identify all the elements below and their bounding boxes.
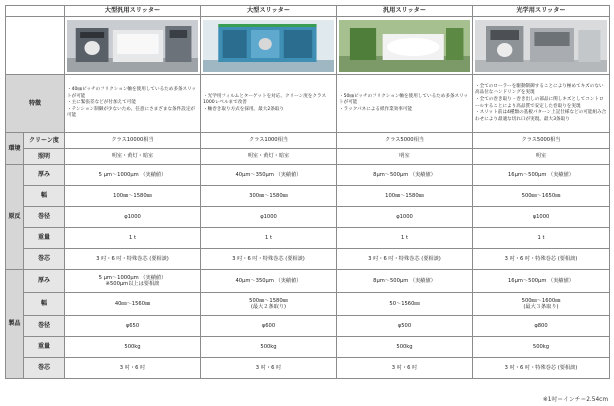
- photo-cell: [337, 17, 473, 75]
- row-label: 巻径: [24, 316, 65, 337]
- spec-value: 1 t: [65, 228, 201, 249]
- spec-row: [6, 249, 610, 270]
- spec-value: φ1000: [201, 207, 337, 228]
- row-label: 重量: [24, 228, 65, 249]
- spec-row: [6, 337, 610, 358]
- feature-line: ・テンション制御が少ないため、任意にさまざまな条件設定が可能: [67, 106, 196, 119]
- spec-value: 300㎜～1580㎜: [201, 186, 337, 207]
- spec-value: φ500: [337, 316, 473, 337]
- spec-value: φ1000: [337, 207, 473, 228]
- machine-photo-large-general: [67, 20, 198, 72]
- spec-value: クラス10000相当: [65, 133, 201, 149]
- spec-value: 40㎜～1560㎜: [65, 293, 201, 316]
- spec-value: φ1000: [65, 207, 201, 228]
- spec-value: 3 吋・6 吋・特殊巻芯 (要相談): [473, 358, 610, 379]
- spec-value: 100㎜～1580㎜: [65, 186, 201, 207]
- spec-value: 1 t: [337, 228, 473, 249]
- spec-value: 16μm～500μm （実績値）: [473, 270, 610, 293]
- spec-value: 500kg: [473, 337, 610, 358]
- spec-value: 3 吋・6 吋: [337, 358, 473, 379]
- spec-row: [6, 186, 610, 207]
- feature-line: ・40㎜ピッチのフリクション軸を使用しているため多条スリットが可能: [67, 86, 197, 99]
- spec-value: 3 吋・6 吋: [201, 358, 337, 379]
- photo-row: [6, 17, 610, 75]
- spec-value: 1 t: [201, 228, 337, 249]
- feature-line: ・ラックパネによる紙作業効率可能: [339, 106, 413, 112]
- spec-value: 500kg: [65, 337, 201, 358]
- spec-value: 明室: [337, 149, 473, 165]
- spec-value: φ1000: [473, 207, 610, 228]
- features-label: 特徴: [6, 75, 65, 133]
- feature-line: ・全ての巻き取り・巻き出しの部品に関しキズとしてコントロールすることにより高品質で安定した巻取りを実現: [475, 96, 604, 109]
- spec-row: [6, 149, 610, 165]
- spec-value: 1 t: [473, 228, 610, 249]
- spec-value: 3 吋・6 吋・特殊巻芯 (要相談): [473, 249, 610, 270]
- spec-value: 5 μm～1000μm （実績値） ※500μm以上は要相談: [65, 270, 201, 293]
- spec-row: [6, 207, 610, 228]
- spec-value: 500kg: [201, 337, 337, 358]
- row-label: 幅: [24, 293, 65, 316]
- group-label-environment: 環境: [6, 133, 24, 165]
- spec-value: 500㎜～1580㎜ (最大２条取り): [201, 293, 337, 316]
- feature-cell: [201, 75, 337, 133]
- spec-value: 8μm～500μm （実績値）: [337, 270, 473, 293]
- feature-line: ・全てのローラーを駆動制御することにより極めてキズのない高品位なハンドリングを実現: [475, 83, 604, 96]
- header-row: [6, 6, 610, 17]
- spec-value: 5 μm～1000μm （実績値）: [65, 165, 201, 186]
- row-label: 厚み: [24, 270, 65, 293]
- spec-value: 3 吋・6 吋: [65, 358, 201, 379]
- spec-value: 明室: [473, 149, 610, 165]
- feature-line: ・主に緊張差などが付加えて可能: [67, 100, 136, 106]
- spec-row: [6, 293, 610, 316]
- spec-value: φ650: [65, 316, 201, 337]
- row-label: 幅: [24, 186, 65, 207]
- machine-photo-optical: [475, 20, 607, 72]
- spec-value: クラス5000相当: [337, 133, 473, 149]
- row-label: 巻径: [24, 207, 65, 228]
- photo-cell: [473, 17, 610, 75]
- feature-line: ・スリット前は4種類の基板パターン上記仕様などの可能組み合わせにより最適な切れ口が実現。最大3条取り: [475, 110, 607, 122]
- machine-photo-large: [203, 20, 334, 72]
- feature-line: ・軸巻き取り方式を採用。最大2条取り: [203, 106, 285, 112]
- feature-cell: [337, 75, 473, 133]
- row-label: 巻芯: [24, 358, 65, 379]
- row-label: 照明: [24, 149, 65, 165]
- spec-table: [5, 5, 610, 379]
- row-label: 巻芯: [24, 249, 65, 270]
- spec-value: 明室・黄灯・暗室: [201, 149, 337, 165]
- spec-row: [6, 358, 610, 379]
- spec-value: クラス5000相当: [473, 133, 610, 149]
- feature-cell: [473, 75, 610, 133]
- group-label-raw-material: 原反: [6, 165, 24, 270]
- spec-value: 50～1560㎜: [337, 293, 473, 316]
- features-row: [6, 75, 610, 133]
- column-header-large-general: 大型汎用スリッター: [65, 6, 201, 17]
- spec-row: [6, 228, 610, 249]
- machine-photo-general: [339, 20, 470, 72]
- row-label: クリーン度: [24, 133, 65, 149]
- column-header-large: 大型スリッター: [201, 6, 337, 17]
- spec-value: 40μm～350μm （実績値）: [201, 270, 337, 293]
- spec-value: クラス1000相当: [201, 133, 337, 149]
- spec-value: 16μm～500μm （実績値）: [473, 165, 610, 186]
- spec-row: [6, 316, 610, 337]
- spec-value: 3 吋・6 吋・特殊巻芯 (要相談): [201, 249, 337, 270]
- row-label: 厚み: [24, 165, 65, 186]
- spec-value: 3 吋・6 吋・特殊巻芯 (要相談): [337, 249, 473, 270]
- header-corner: [6, 6, 65, 17]
- photo-cell: [65, 17, 201, 75]
- spec-value: 明室・黄灯・暗室: [65, 149, 201, 165]
- feature-line: ・50㎜ピッチのフリクション軸を使用しているため多条スリットが可能: [339, 93, 469, 106]
- spec-value: 100㎜～1580㎜: [337, 186, 473, 207]
- column-header-optical: 光学用スリッター: [473, 6, 610, 17]
- photo-cell: [201, 17, 337, 75]
- group-label-product: 製品: [6, 270, 24, 379]
- photo-row-label: [6, 17, 65, 75]
- row-label: 重量: [24, 337, 65, 358]
- spec-value: φ800: [473, 316, 610, 337]
- column-header-general: 汎用スリッター: [337, 6, 473, 17]
- spec-value: φ600: [201, 316, 337, 337]
- feature-line: ・光学用フィルムとターゲットを対応、クリーン度をクラス1000レベルまで改善: [203, 93, 327, 106]
- spec-value: 500㎜～1650㎜: [473, 186, 610, 207]
- spec-value: 3 吋・6 吋・特殊巻芯 (要相談): [65, 249, 201, 270]
- spec-value: 500㎜～1600㎜ (最大３条取り): [473, 293, 610, 316]
- spec-value: 40μm～350μm （実績値）: [201, 165, 337, 186]
- spec-row: [6, 270, 610, 293]
- spec-value: 8μm～500μm （実績値）: [337, 165, 473, 186]
- spec-value: 500kg: [337, 337, 473, 358]
- feature-cell: [65, 75, 201, 133]
- footnote: ※1吋＝インチ＝2.54cm: [542, 397, 608, 403]
- spec-row: [6, 133, 610, 149]
- spec-row: [6, 165, 610, 186]
